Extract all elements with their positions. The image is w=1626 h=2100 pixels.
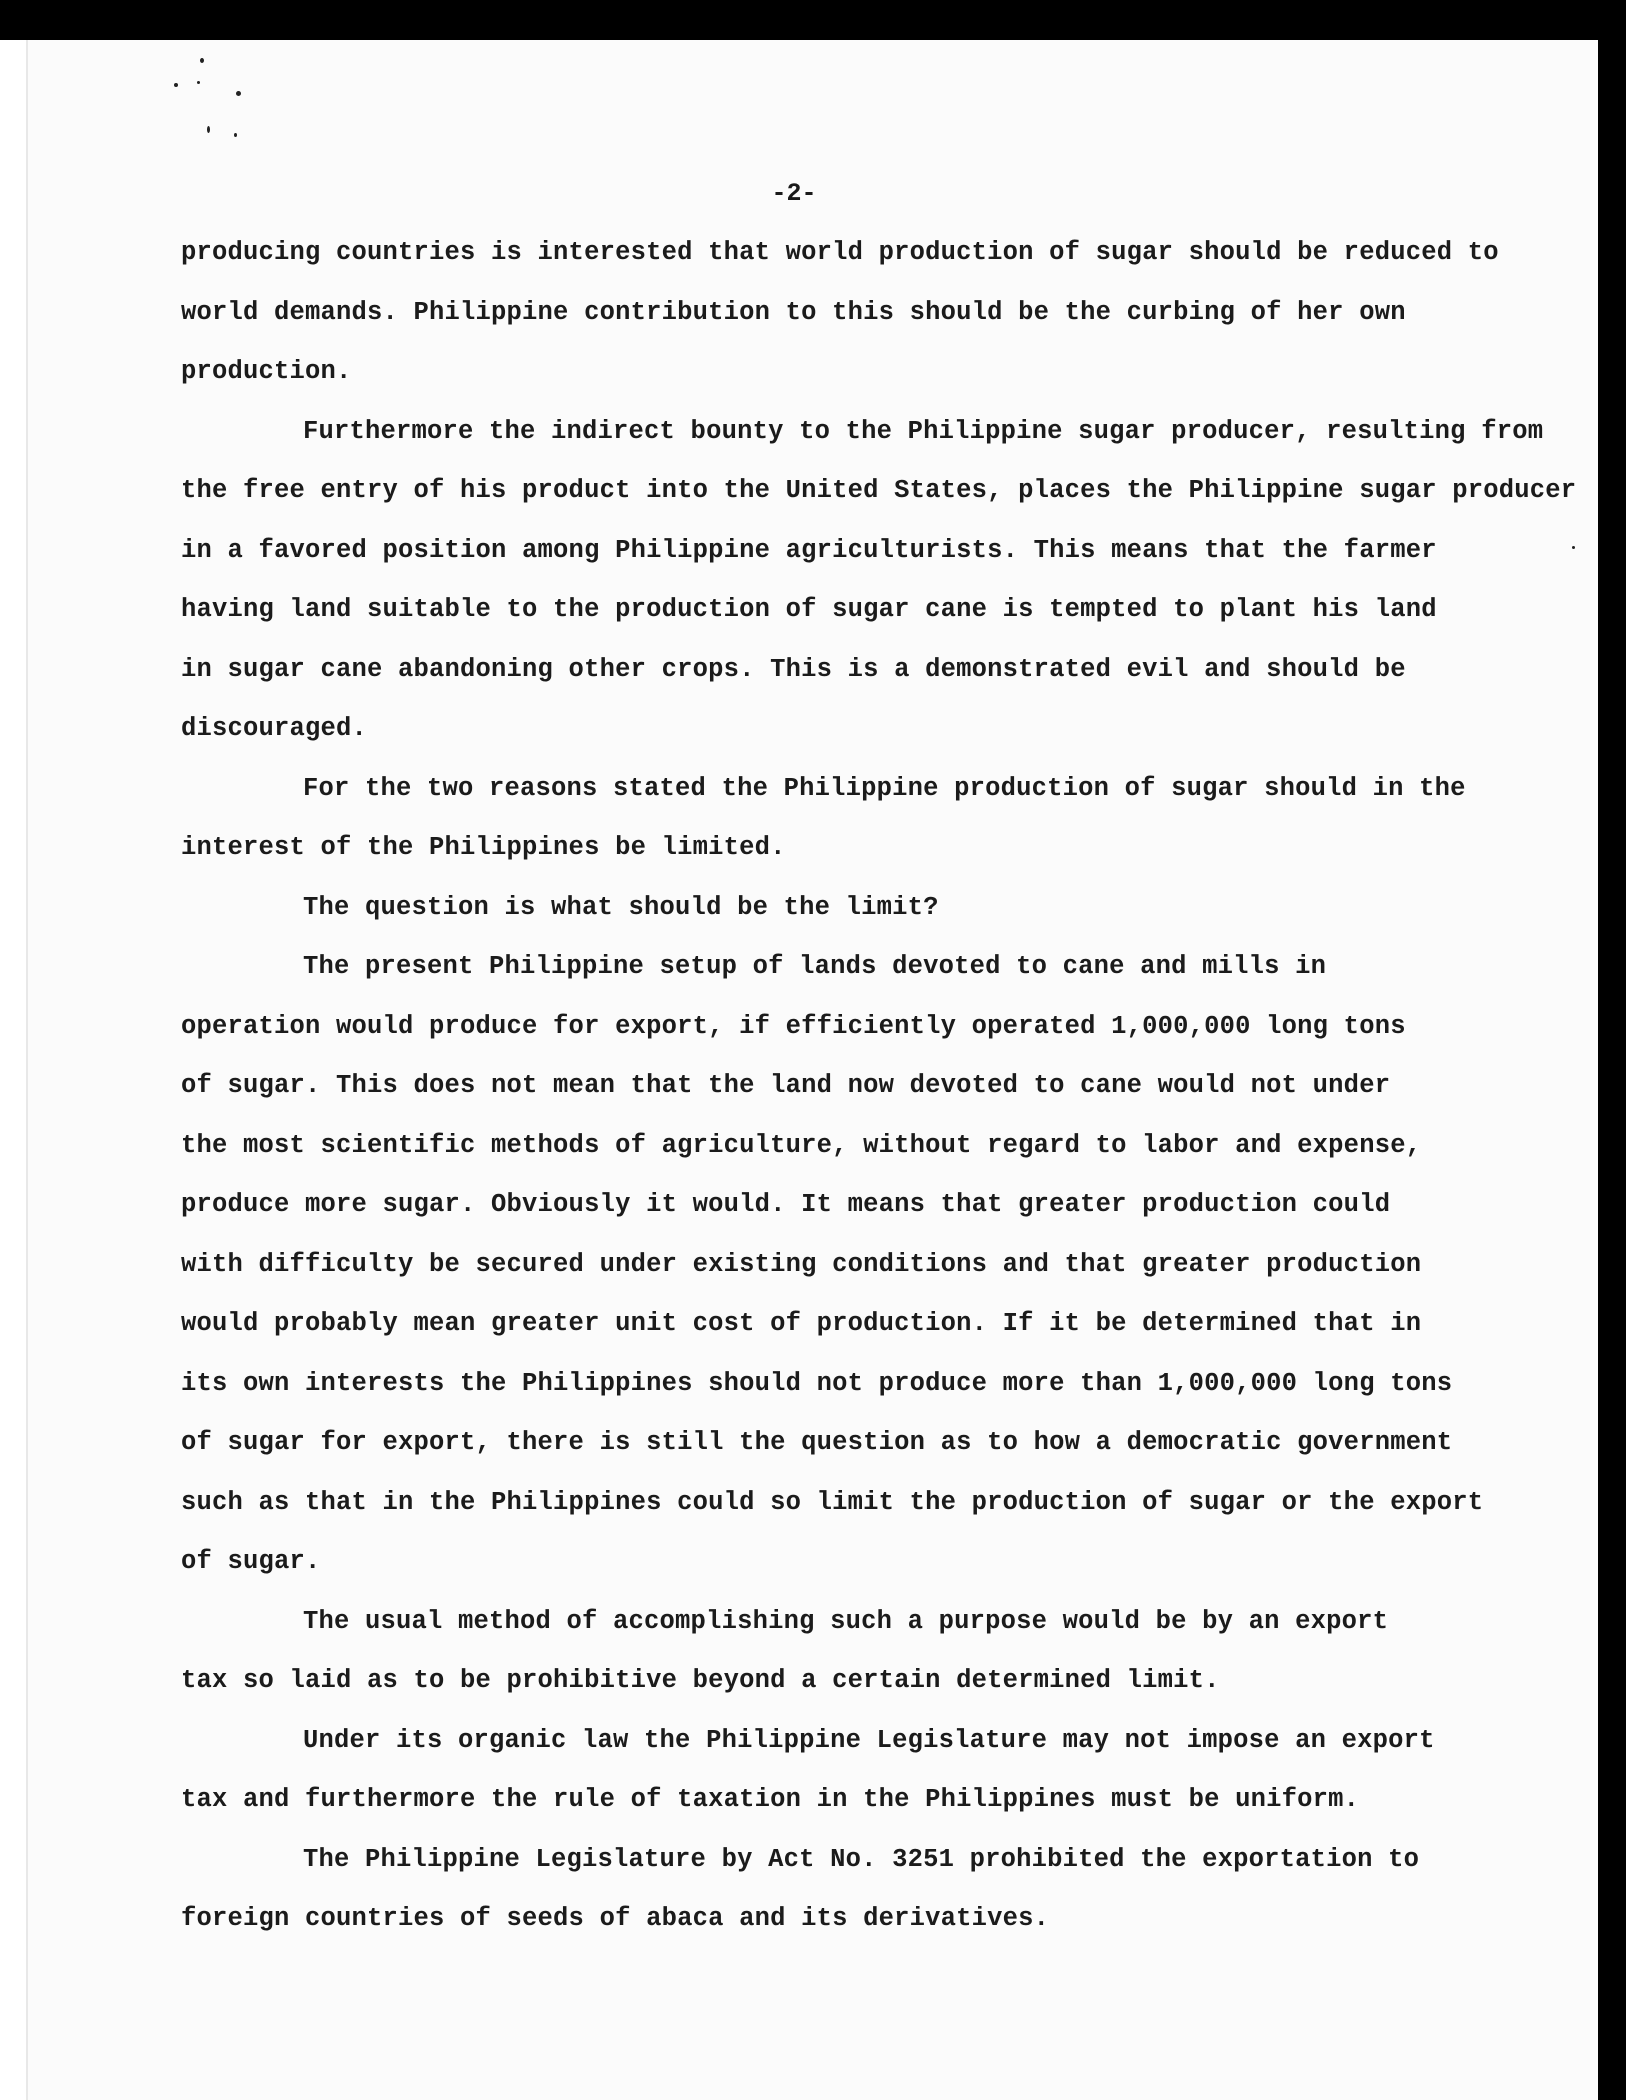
text-line: its own interests the Philippines should not produce more than 1,000,000 long tons bbox=[181, 1368, 1453, 1398]
text-line: of sugar. This does not mean that the land now devoted to cane would not under bbox=[181, 1071, 1391, 1100]
text-line: For the two reasons stated the Philippine production of sugar should in the bbox=[303, 773, 1466, 803]
document-body bbox=[181, 223, 1577, 1949]
text-line: The Philippine Legislature by Act No. 3251 prohibited the exportation to bbox=[303, 1844, 1420, 1874]
text-line: The question is what should be the limit? bbox=[303, 892, 939, 922]
page-number: -2- bbox=[771, 179, 817, 208]
scan-speck bbox=[234, 133, 237, 137]
scan-top-border bbox=[0, 0, 1626, 40]
text-line: of sugar for export, there is still the question as to how a democratic government bbox=[181, 1428, 1453, 1457]
scan-speck bbox=[200, 58, 204, 63]
scan-speck bbox=[236, 91, 241, 96]
scan-speck bbox=[207, 126, 210, 133]
text-line: Under its organic law the Philippine Legislature may not impose an export bbox=[303, 1725, 1435, 1755]
text-line: foreign countries of seeds of abaca and its derivatives. bbox=[181, 1904, 1050, 1933]
text-line: of sugar. bbox=[181, 1547, 321, 1576]
text-line: tax so laid as to be prohibitive beyond a certain determined limit. bbox=[181, 1666, 1220, 1695]
text-line: interest of the Philippines be limited. bbox=[181, 833, 786, 862]
text-line: discouraged. bbox=[181, 714, 368, 743]
text-line: in a favored position among Philippine agriculturists. This means that the farmer bbox=[181, 535, 1437, 565]
text-line: the free entry of his product into the United States, places the Philippine sugar producer bbox=[181, 476, 1577, 505]
text-line: the most scientific methods of agriculture, without regard to labor and expense, bbox=[181, 1130, 1422, 1160]
scan-speck bbox=[197, 81, 200, 84]
text-line: having land suitable to the production of sugar cane is tempted to plant his land bbox=[181, 595, 1437, 624]
text-line: The present Philippine setup of lands devoted to cane and mills in bbox=[303, 952, 1327, 981]
text-line: produce more sugar. Obviously it would. It means that greater production could bbox=[181, 1190, 1391, 1219]
text-line: world demands. Philippine contribution to this should be the curbing of her own bbox=[181, 297, 1406, 327]
text-line: would probably mean greater unit cost of production. If it be determined that in bbox=[181, 1309, 1422, 1338]
text-line: in sugar cane abandoning other crops. This is a demonstrated evil and should be bbox=[181, 654, 1406, 684]
text-line: tax and furthermore the rule of taxation in the Philippines must be uniform. bbox=[181, 1785, 1360, 1814]
text-line: production. bbox=[181, 357, 352, 386]
scan-left-margin bbox=[0, 0, 28, 2100]
scan-right-border bbox=[1598, 0, 1626, 2100]
text-line: Furthermore the indirect bounty to the Philippine sugar producer, resulting from bbox=[303, 416, 1544, 446]
text-line: The usual method of accomplishing such a purpose would be by an export bbox=[303, 1606, 1389, 1636]
text-line: producing countries is interested that world production of sugar should be reduced to bbox=[181, 238, 1499, 267]
scan-speck bbox=[174, 83, 178, 87]
text-line: with difficulty be secured under existing conditions and that greater production bbox=[181, 1249, 1422, 1279]
text-line: such as that in the Philippines could so limit the production of sugar or the export bbox=[181, 1487, 1484, 1517]
scan-speck bbox=[1572, 546, 1575, 549]
text-line: operation would produce for export, if efficiently operated 1,000,000 long tons bbox=[181, 1011, 1406, 1041]
